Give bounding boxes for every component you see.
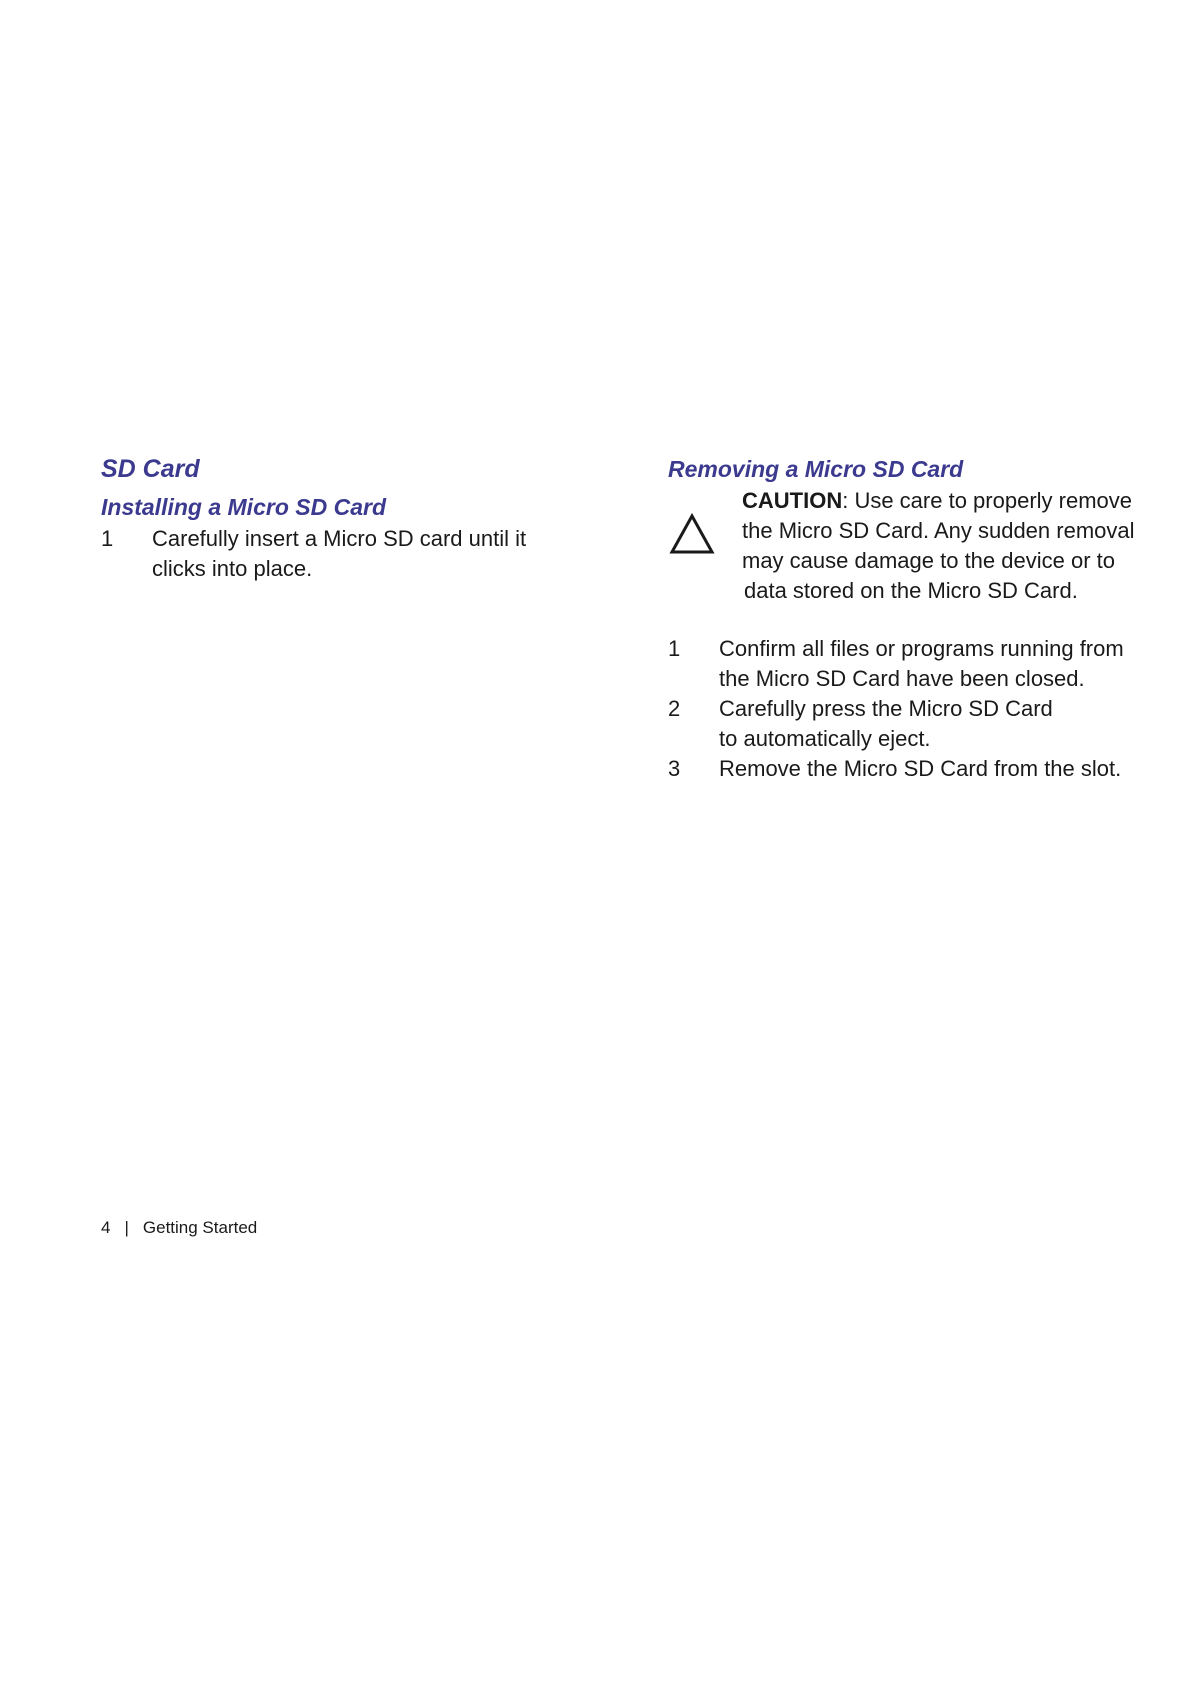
step-number: 1 bbox=[101, 526, 114, 551]
step-text bbox=[719, 754, 1121, 784]
footer-section-name: Getting Started bbox=[142, 1218, 258, 1237]
step-text bbox=[719, 694, 1053, 754]
step-text bbox=[719, 634, 1124, 694]
step-text-line: clicks into place. bbox=[152, 556, 313, 581]
warning-triangle-icon bbox=[668, 512, 716, 556]
footer-separator: | bbox=[124, 1218, 129, 1237]
step-text-line: Confirm all files or programs running from bbox=[719, 636, 1124, 661]
caution-text-line: the Micro SD Card. Any sudden removal bbox=[742, 518, 1135, 543]
section-title-sd-card: SD Card bbox=[101, 455, 200, 483]
step-number: 2 bbox=[668, 696, 681, 721]
subsection-title-removing: Removing a Micro SD Card bbox=[668, 456, 964, 482]
page-footer bbox=[101, 1217, 257, 1239]
caution-text-line: may cause damage to the device or to bbox=[742, 548, 1115, 573]
caution-label: CAUTION bbox=[742, 488, 843, 513]
page-number: 4 bbox=[101, 1218, 111, 1237]
step-text-line: Carefully insert a Micro SD card until it bbox=[152, 526, 527, 551]
caution-text-line: : Use care to properly remove bbox=[842, 488, 1132, 513]
caution-note bbox=[742, 486, 1135, 606]
step-text-line: Carefully press the Micro SD Card bbox=[719, 696, 1053, 721]
step-number: 3 bbox=[668, 756, 681, 781]
step-text-line: Remove the Micro SD Card from the slot. bbox=[719, 756, 1122, 781]
caution-text-line: data stored on the Micro SD Card. bbox=[744, 578, 1078, 603]
step-text-line: the Micro SD Card have been closed. bbox=[719, 666, 1085, 691]
caution-first-line bbox=[742, 486, 1135, 516]
step-number: 1 bbox=[668, 636, 681, 661]
step-text bbox=[152, 524, 526, 584]
subsection-title-installing: Installing a Micro SD Card bbox=[101, 494, 386, 520]
step-text-line: to automatically eject. bbox=[719, 726, 931, 751]
